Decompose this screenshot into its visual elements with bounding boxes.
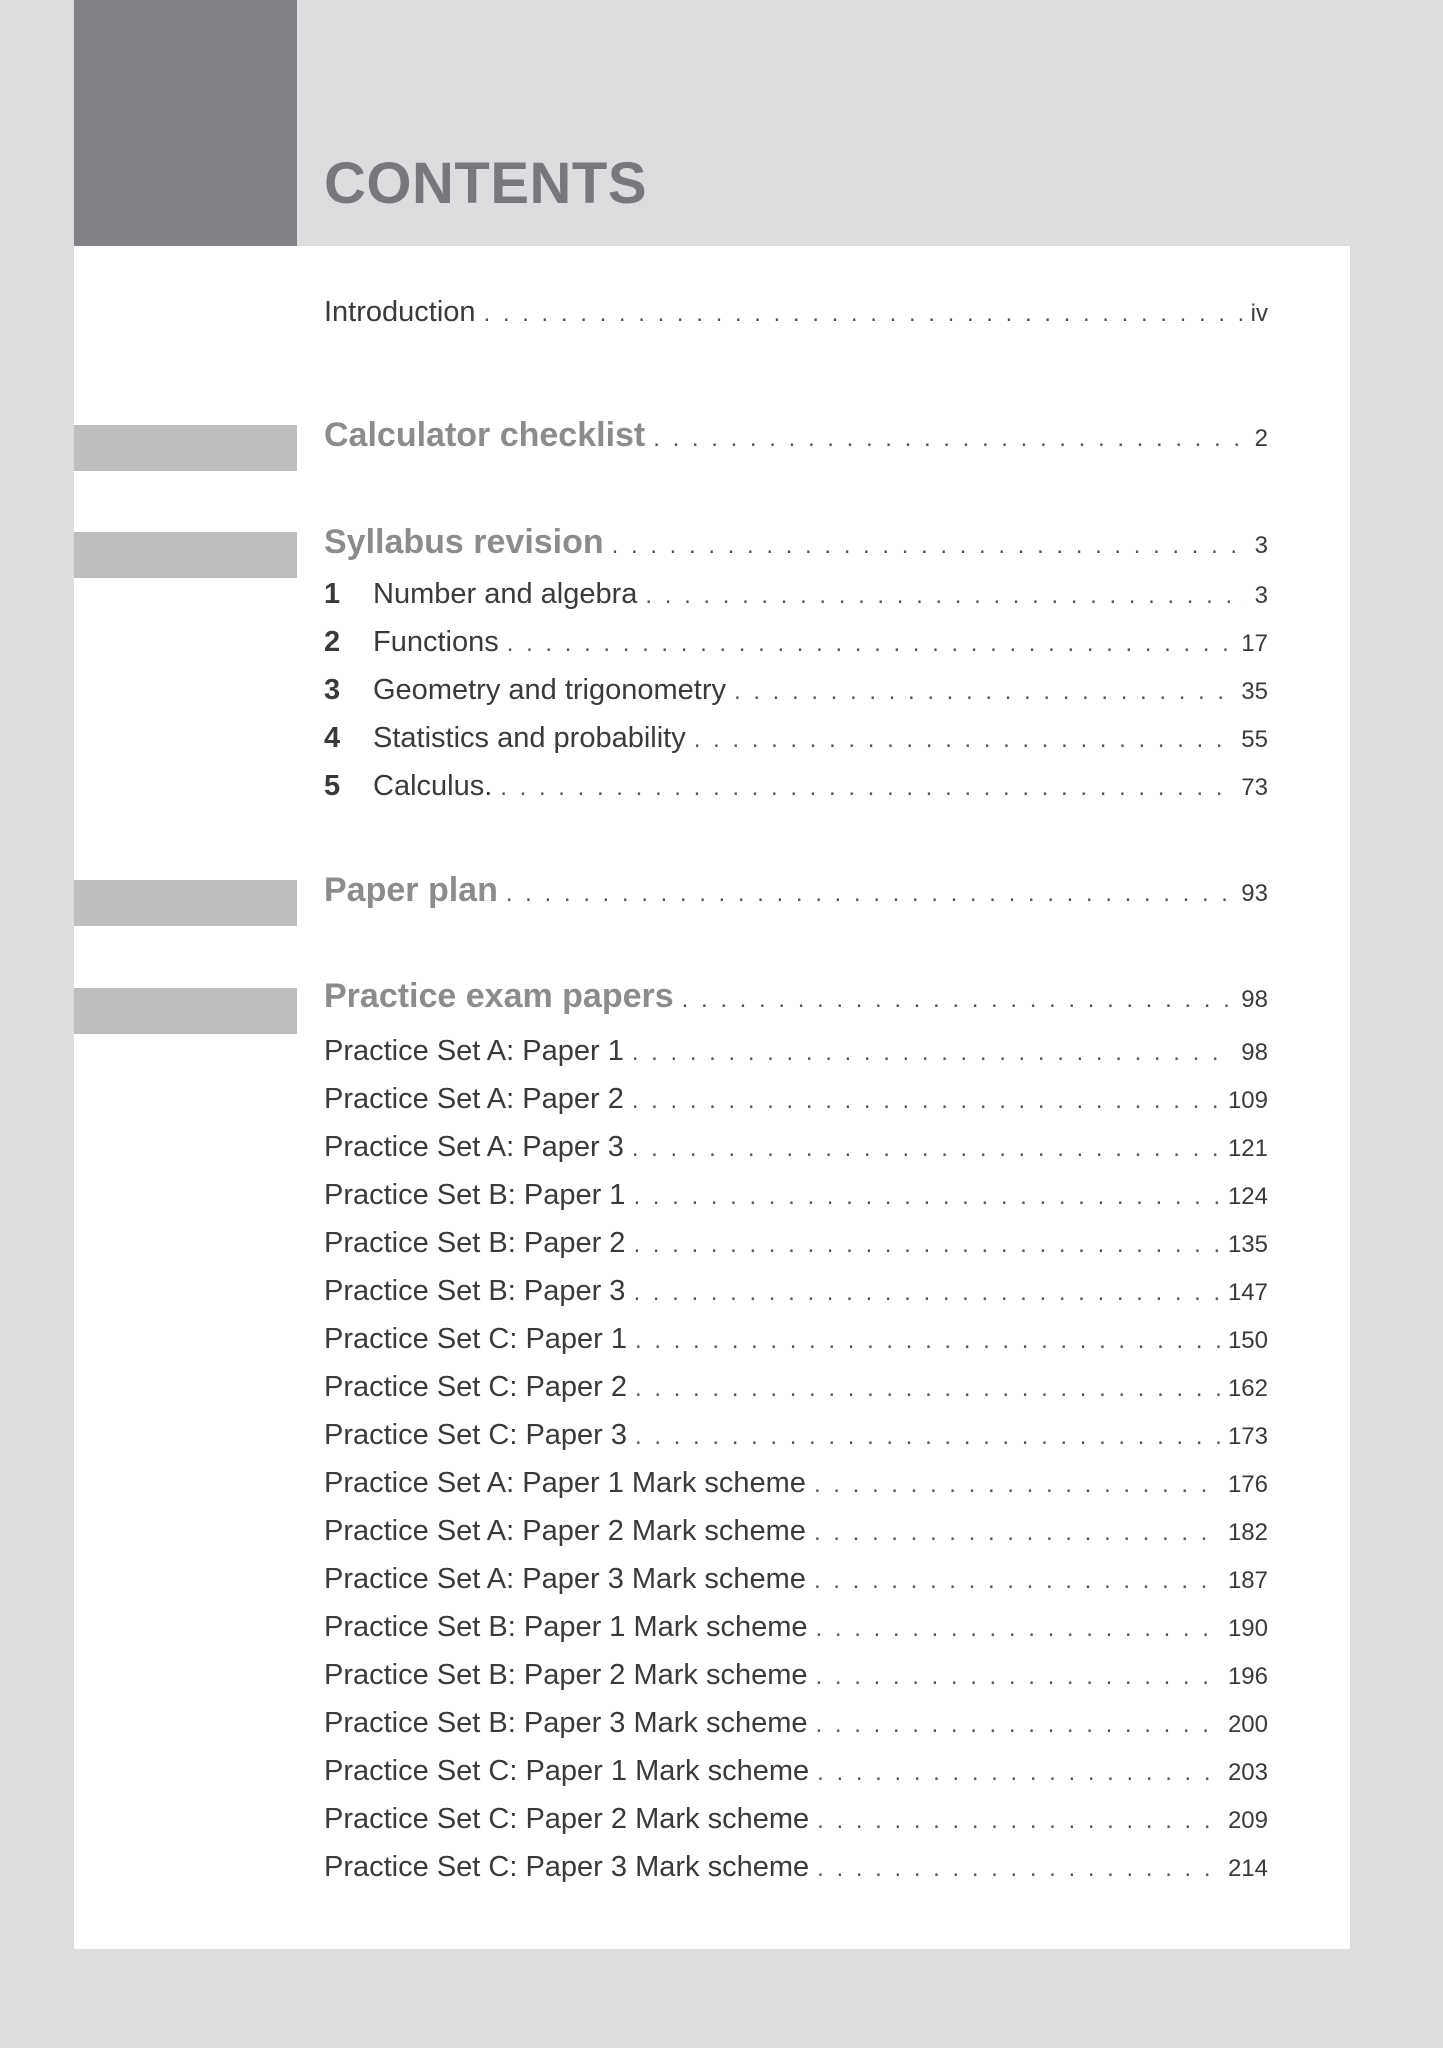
- toc-page-number: 147: [1227, 1279, 1268, 1306]
- toc-entry[interactable]: [324, 1083, 1268, 1116]
- toc-entry[interactable]: [324, 1803, 1268, 1836]
- toc-entry[interactable]: [324, 1179, 1268, 1212]
- toc-entry-number: 3: [324, 674, 341, 706]
- toc-entry-label: Statistics and probability: [373, 722, 686, 754]
- toc-entry[interactable]: [324, 1419, 1268, 1452]
- toc-entry[interactable]: [324, 1131, 1268, 1164]
- toc-page-number: 214: [1227, 1855, 1268, 1882]
- dot-leader: [814, 1471, 1220, 1499]
- dot-leader: [816, 1663, 1220, 1691]
- toc-page-number: 176: [1227, 1471, 1268, 1498]
- section-tab-syllabus: [74, 532, 297, 578]
- toc-entry-label: Practice Set B: Paper 1: [324, 1179, 626, 1211]
- toc-entry-label: Number and algebra: [373, 578, 638, 610]
- dot-leader: [635, 1375, 1220, 1403]
- dot-leader: [694, 726, 1234, 754]
- toc-page-number: 190: [1227, 1615, 1268, 1642]
- toc-section-syllabus-revision[interactable]: [324, 523, 1268, 562]
- toc-page-number: 182: [1227, 1519, 1268, 1546]
- toc-entry-label: Functions: [373, 626, 499, 658]
- toc-entry-label: Practice Set B: Paper 2: [324, 1227, 626, 1259]
- toc-page-number: 17: [1241, 630, 1268, 657]
- toc-entry-label: Practice Set C: Paper 1 Mark scheme: [324, 1755, 810, 1787]
- toc-page-number: iv: [1250, 300, 1268, 327]
- toc-entry[interactable]: [324, 1755, 1268, 1788]
- toc-entry-number: 2: [324, 626, 341, 658]
- dot-leader: [817, 1855, 1220, 1883]
- toc-entry[interactable]: [324, 770, 1268, 803]
- toc-page-number: 93: [1241, 880, 1268, 907]
- toc-page-number: 35: [1241, 678, 1268, 705]
- toc-entry-label: Practice Set A: Paper 1: [324, 1035, 624, 1067]
- toc-entry-label: Practice Set C: Paper 3 Mark scheme: [324, 1851, 810, 1883]
- toc-entry[interactable]: [324, 674, 1268, 707]
- toc-entry-number: 4: [324, 722, 341, 754]
- toc-entry[interactable]: [324, 578, 1268, 611]
- toc-entry[interactable]: [324, 722, 1268, 755]
- section-tab-paper-plan: [74, 880, 297, 926]
- toc-entry-label: Practice Set C: Paper 1: [324, 1323, 628, 1355]
- toc-entry[interactable]: [324, 1515, 1268, 1548]
- toc-entry-label: Practice Set C: Paper 2: [324, 1371, 628, 1403]
- dot-leader: [633, 1231, 1220, 1259]
- toc-page-number: 209: [1227, 1807, 1268, 1834]
- toc-entry-label: Practice Set C: Paper 3: [324, 1419, 628, 1451]
- dot-leader: [633, 1183, 1220, 1211]
- dot-leader: [612, 532, 1247, 560]
- toc-section-label: Calculator checklist: [324, 416, 646, 454]
- toc-section-paper-plan[interactable]: [324, 871, 1268, 910]
- toc-page-number: 98: [1241, 1039, 1268, 1066]
- toc-entry[interactable]: [324, 1707, 1268, 1740]
- toc-page-number: 162: [1227, 1375, 1268, 1402]
- toc-entry-label: Practice Set B: Paper 3: [324, 1275, 626, 1307]
- toc-entry[interactable]: [324, 1035, 1268, 1068]
- dot-leader: [635, 1327, 1220, 1355]
- toc-page-number: 135: [1227, 1231, 1268, 1258]
- toc-page-number: 121: [1227, 1135, 1268, 1162]
- toc-entry[interactable]: [324, 1563, 1268, 1596]
- toc-entry[interactable]: [324, 1323, 1268, 1356]
- toc-page-number: 200: [1227, 1711, 1268, 1738]
- toc-section-label: Practice exam papers: [324, 977, 674, 1015]
- toc-entry[interactable]: [324, 1275, 1268, 1308]
- dot-leader: [814, 1519, 1220, 1547]
- toc-entry-number: 1: [324, 578, 341, 610]
- toc-entry[interactable]: [324, 1467, 1268, 1500]
- toc-entry-label: Geometry and trigonometry: [373, 674, 726, 706]
- toc-entry[interactable]: [324, 1611, 1268, 1644]
- toc-entry[interactable]: [324, 1227, 1268, 1260]
- toc-page-number: 3: [1254, 532, 1268, 559]
- dot-leader: [814, 1567, 1220, 1595]
- dot-leader: [645, 582, 1246, 610]
- toc-page-number: 109: [1227, 1087, 1268, 1114]
- toc-entry-label: Practice Set B: Paper 1 Mark scheme: [324, 1611, 808, 1643]
- dot-leader: [500, 774, 1233, 802]
- dot-leader: [635, 1423, 1220, 1451]
- dot-leader: [507, 630, 1234, 658]
- dot-leader: [632, 1039, 1233, 1067]
- dot-leader: [484, 300, 1243, 328]
- toc-page-number: 173: [1227, 1423, 1268, 1450]
- toc-page-number: 2: [1254, 425, 1268, 452]
- toc-entry-number: 5: [324, 770, 341, 802]
- dot-leader: [734, 678, 1233, 706]
- toc-entry-label: Practice Set A: Paper 2 Mark scheme: [324, 1515, 806, 1547]
- toc-entry-label: Introduction: [324, 296, 476, 328]
- dot-leader: [632, 1135, 1220, 1163]
- dot-leader: [653, 425, 1246, 453]
- toc-entry[interactable]: [324, 1659, 1268, 1692]
- dot-leader: [682, 986, 1234, 1014]
- toc-entry-label: Practice Set A: Paper 3 Mark scheme: [324, 1563, 806, 1595]
- toc-entry-label: Practice Set A: Paper 3: [324, 1131, 624, 1163]
- toc-page-number: 124: [1227, 1183, 1268, 1210]
- section-tab-calculator: [74, 425, 297, 471]
- dot-leader: [816, 1615, 1220, 1643]
- toc-section-calculator-checklist[interactable]: [324, 416, 1268, 455]
- toc-entry-label: Practice Set A: Paper 2: [324, 1083, 624, 1115]
- toc-page-number: 55: [1241, 726, 1268, 753]
- toc-entry-introduction[interactable]: [324, 296, 1268, 329]
- toc-entry[interactable]: [324, 626, 1268, 659]
- dot-leader: [632, 1087, 1220, 1115]
- toc-entry-label: Practice Set B: Paper 2 Mark scheme: [324, 1659, 808, 1691]
- dot-leader: [817, 1807, 1220, 1835]
- toc-page-number: 98: [1241, 986, 1268, 1013]
- toc-entry[interactable]: [324, 1371, 1268, 1404]
- dot-leader: [506, 880, 1233, 908]
- toc-entry-label: Practice Set A: Paper 1 Mark scheme: [324, 1467, 806, 1499]
- toc-entry-label: Practice Set B: Paper 3 Mark scheme: [324, 1707, 808, 1739]
- toc-page-number: 203: [1227, 1759, 1268, 1786]
- dot-leader: [816, 1711, 1220, 1739]
- toc-entry-label: Practice Set C: Paper 2 Mark scheme: [324, 1803, 810, 1835]
- toc-page-number: 73: [1241, 774, 1268, 801]
- toc-section-practice-exam-papers[interactable]: [324, 977, 1268, 1016]
- dot-leader: [817, 1759, 1220, 1787]
- toc-section-label: Paper plan: [324, 871, 498, 909]
- section-tab-practice: [74, 988, 297, 1034]
- header-block: [74, 0, 297, 246]
- toc-page-number: 3: [1254, 582, 1268, 609]
- toc-page-number: 187: [1227, 1567, 1268, 1594]
- toc-page-number: 150: [1227, 1327, 1268, 1354]
- dot-leader: [633, 1279, 1220, 1307]
- toc-page-number: 196: [1227, 1663, 1268, 1690]
- toc-entry-label: Calculus.: [373, 770, 493, 802]
- toc-entry[interactable]: [324, 1851, 1268, 1884]
- page-title: CONTENTS: [324, 151, 647, 216]
- toc-section-label: Syllabus revision: [324, 523, 604, 561]
